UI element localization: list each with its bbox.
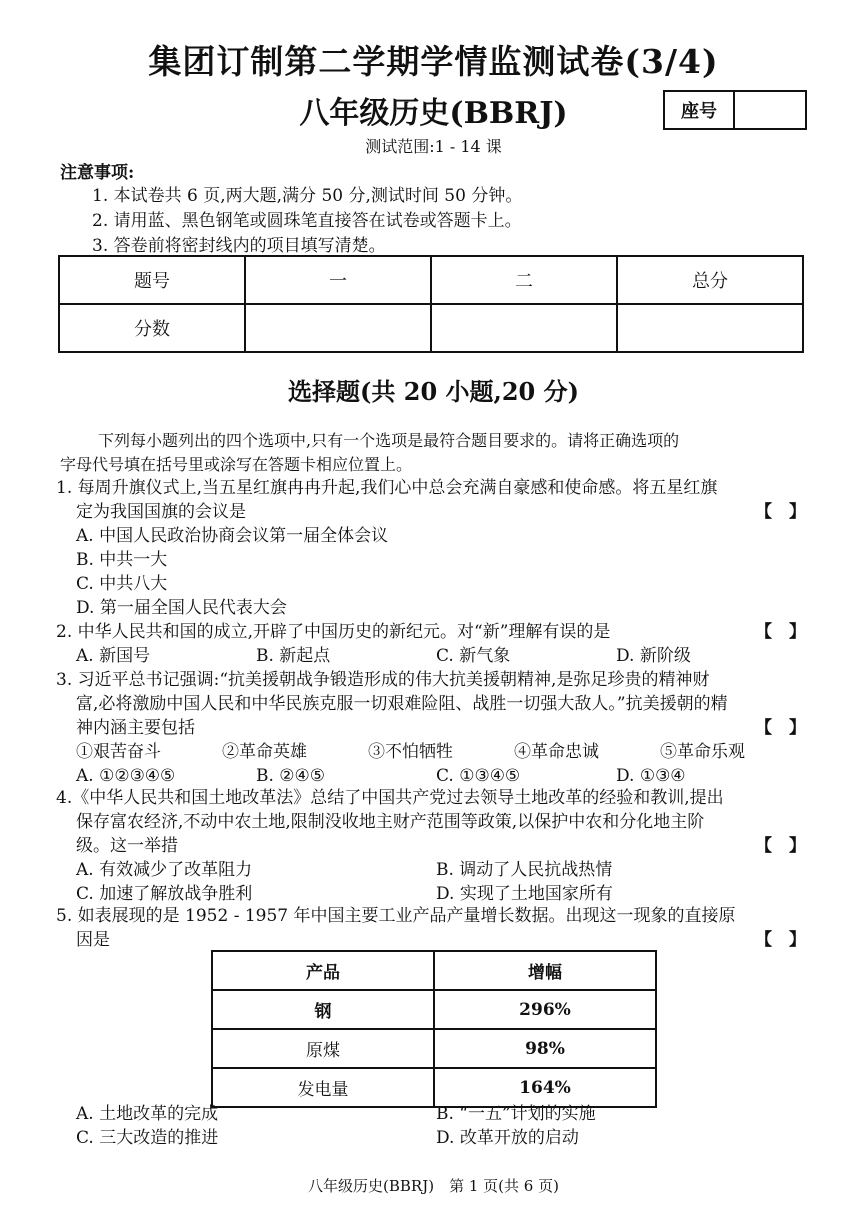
score-row-label: 分数 — [59, 304, 245, 352]
option: B. “一五”计划的实施 — [436, 1104, 596, 1124]
option: A. 中国人民政治协商会议第一届全体会议 — [76, 526, 389, 546]
option: D. 第一届全国人民代表大会 — [76, 598, 287, 618]
question-text: 5. 如表展现的是 1952 - 1957 年中国主要工业产品产量增长数据。出现这一现象的直接原 — [56, 906, 736, 926]
option: C. ①③④⑤ — [436, 766, 521, 786]
question-text: 因是 — [76, 930, 110, 950]
section-instruction: 下列每小题列出的四个选项中,只有一个选项是最符合题目要求的。请将正确选项的 — [98, 431, 680, 450]
exam-subtitle: 八年级历史(BBRJ) — [299, 96, 568, 131]
answer-bracket[interactable]: 【 】 — [755, 622, 806, 642]
score-table — [58, 255, 804, 353]
industry-growth-table — [211, 950, 657, 1108]
score-cell[interactable] — [245, 304, 431, 352]
seat-number-field[interactable] — [735, 92, 805, 128]
table-header: 产品 — [212, 951, 434, 990]
answer-bracket[interactable]: 【 】 — [755, 930, 806, 950]
score-header: 二 — [431, 256, 617, 304]
question-text: 富,必将激励中国人民和中华民族克服一切艰难险阻、战胜一切强大敌人。”抗美援朝的精 — [76, 694, 728, 714]
option: A. 新国号 — [76, 646, 151, 666]
table-cell: 原煤 — [212, 1029, 434, 1068]
notice-item: 1. 本试卷共 6 页,两大题,满分 50 分,测试时间 50 分钟。 — [92, 186, 523, 206]
question-text: 定为我国国旗的会议是 — [76, 502, 246, 522]
table-cell: 164% — [434, 1068, 656, 1107]
seat-number-box — [663, 90, 807, 130]
statement-item: ③不怕牺牲 — [368, 742, 453, 762]
table-row — [212, 1029, 656, 1068]
answer-bracket[interactable]: 【 】 — [755, 836, 806, 856]
question-4 — [56, 786, 806, 906]
option: C. 三大改造的推进 — [76, 1128, 219, 1148]
question-3 — [56, 668, 806, 788]
option: B. ②④⑤ — [256, 766, 326, 786]
question-text: 神内涵主要包括 — [76, 718, 195, 738]
statement-item: ②革命英雄 — [222, 742, 307, 762]
table-cell: 98% — [434, 1029, 656, 1068]
score-cell[interactable] — [617, 304, 803, 352]
score-header: 题号 — [59, 256, 245, 304]
table-cell: 钢 — [212, 990, 434, 1029]
score-header: 总分 — [617, 256, 803, 304]
table-row — [212, 990, 656, 1029]
table-cell: 296% — [434, 990, 656, 1029]
section-instruction: 字母代号填在括号里或涂写在答题卡相应位置上。 — [60, 455, 413, 474]
option: C. 加速了解放战争胜利 — [76, 884, 253, 904]
question-5-options — [56, 1102, 806, 1150]
statement-item: ⑤革命乐观 — [660, 742, 745, 762]
option: B. 中共一大 — [76, 550, 168, 570]
score-cell[interactable] — [431, 304, 617, 352]
notice-heading: 注意事项: — [60, 163, 135, 183]
question-text: 1. 每周升旗仪式上,当五星红旗冉冉升起,我们心中总会充满自豪感和使命感。将五星红旗 — [56, 478, 718, 498]
option: C. 中共八大 — [76, 574, 168, 594]
question-text: 保存富农经济,不动中农土地,限制没收地主财产范围等政策,以保护中农和分化地主阶 — [76, 812, 705, 832]
question-text: 4.《中华人民共和国土地改革法》总结了中国共产党过去领导土地改革的经验和教训,提出 — [56, 788, 724, 808]
answer-bracket[interactable]: 【 】 — [755, 718, 806, 738]
statement-item: ④革命忠诚 — [514, 742, 599, 762]
question-1 — [56, 476, 806, 620]
option: D. 实现了土地国家所有 — [436, 884, 613, 904]
option: D. ①③④ — [616, 766, 686, 786]
table-cell: 发电量 — [212, 1068, 434, 1107]
notice-item: 3. 答卷前将密封线内的项目填写清楚。 — [92, 236, 386, 256]
option: A. 土地改革的完成 — [76, 1104, 219, 1124]
notice-item: 2. 请用蓝、黑色钢笔或圆珠笔直接答在试卷或答题卡上。 — [92, 211, 522, 231]
question-text: 级。这一举措 — [76, 836, 178, 856]
page-footer: 八年级历史(BBRJ) 第 1 页(共 6 页) — [308, 1177, 559, 1195]
option: D. 新阶级 — [616, 646, 691, 666]
exam-title: 集团订制第二学期学情监测试卷(3/4) — [148, 42, 719, 81]
option: B. 调动了人民抗战热情 — [436, 860, 613, 880]
test-range: 测试范围:1 - 14 课 — [365, 137, 502, 156]
answer-bracket[interactable]: 【 】 — [755, 502, 806, 522]
option: A. 有效减少了改革阻力 — [76, 860, 253, 880]
statement-item: ①艰苦奋斗 — [76, 742, 161, 762]
option: D. 改革开放的启动 — [436, 1128, 579, 1148]
question-text: 3. 习近平总书记强调:“抗美援朝战争锻造形成的伟大抗美援朝精神,是弥足珍贵的精神财 — [56, 670, 710, 690]
question-5 — [56, 904, 806, 952]
option: A. ①②③④⑤ — [76, 766, 176, 786]
question-2 — [56, 620, 806, 668]
option: B. 新起点 — [256, 646, 331, 666]
question-text: 2. 中华人民共和国的成立,开辟了中国历史的新纪元。对“新”理解有误的是 — [56, 622, 611, 642]
section-title: 选择题(共 20 小题,20 分) — [288, 377, 579, 406]
option: C. 新气象 — [436, 646, 511, 666]
score-header: 一 — [245, 256, 431, 304]
table-header: 增幅 — [434, 951, 656, 990]
seat-label: 座号 — [665, 92, 735, 128]
